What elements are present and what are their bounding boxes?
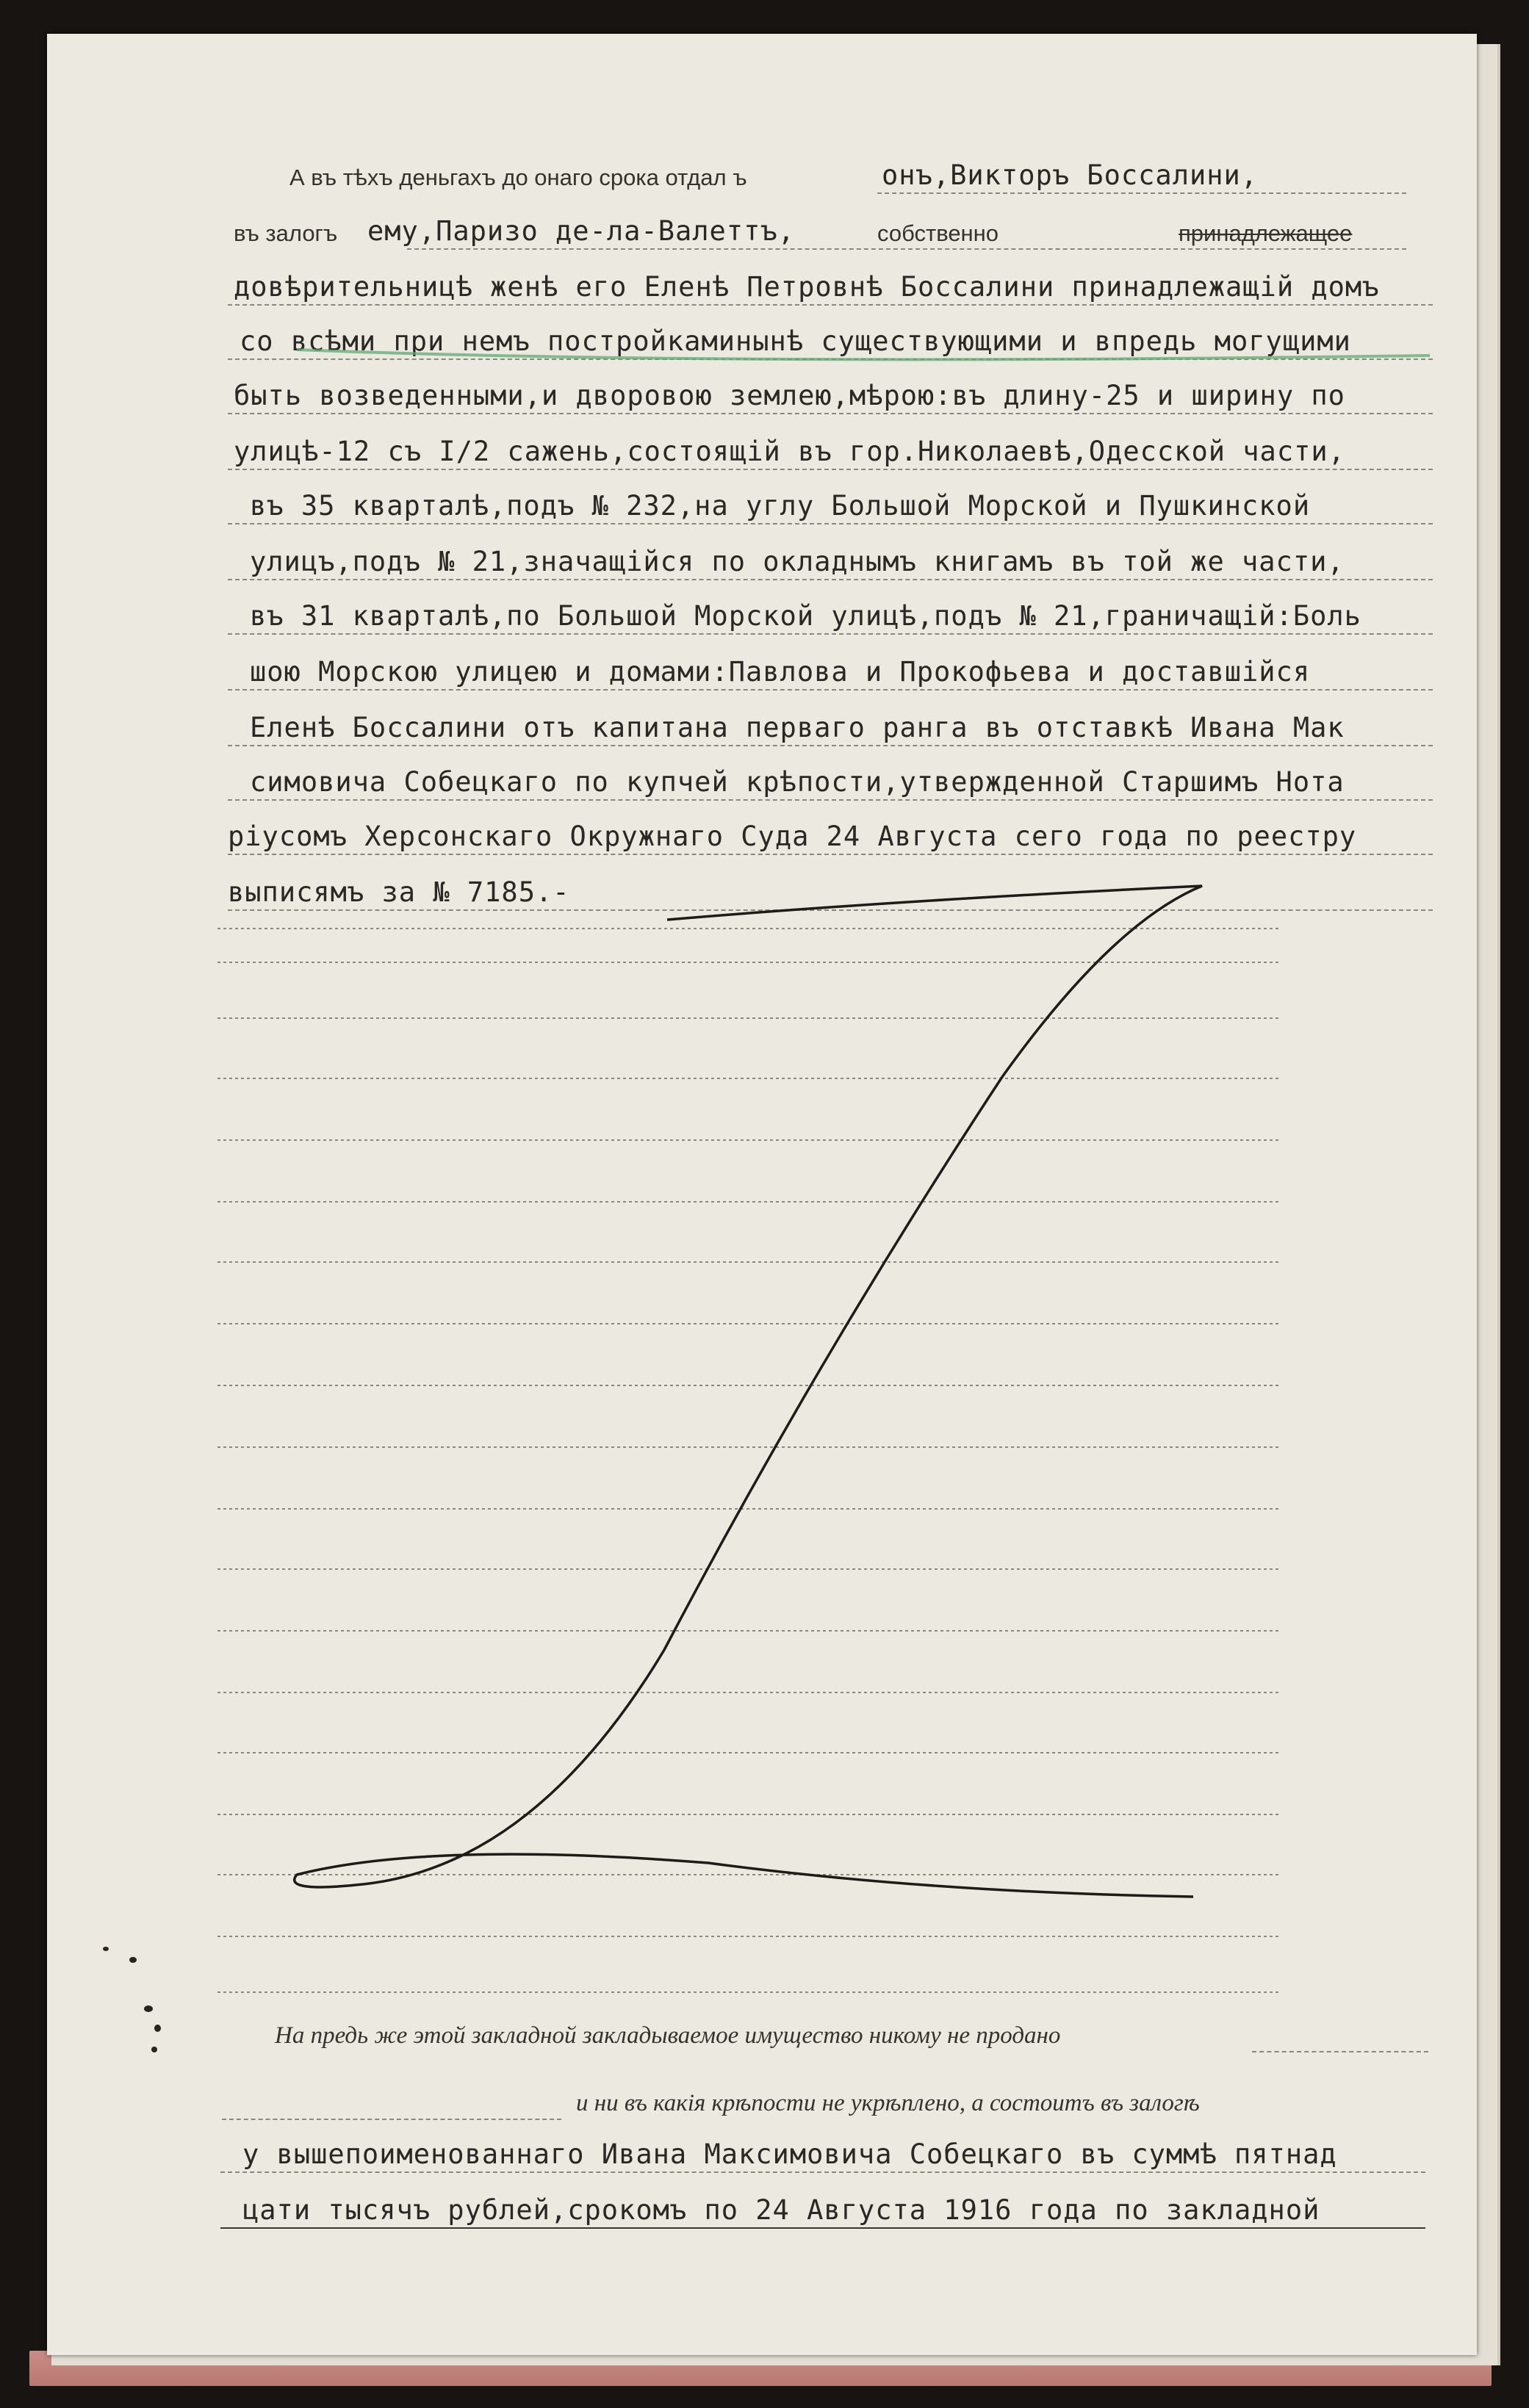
footer-typed-line-2 [47, 2176, 1477, 2230]
typed-line-11 [47, 802, 1477, 857]
footer-form-text-1: На предь же этой закладной закладываемое имущество никому не продано [275, 2022, 1061, 2049]
speck [151, 2047, 157, 2052]
typed-line-3-rule [228, 413, 1433, 414]
typed-line-12 [47, 858, 1477, 912]
line-1-form-text: А въ тѣхъ деньгахъ до онаго срока отдал ъ [289, 165, 747, 190]
typed-line-9-text: Еленѣ Боссалини отъ капитана перваго ранга въ отставкѣ Ивана Мак [250, 712, 1345, 743]
typed-line-6-text: улицъ,подъ № 21,значащійся по окладнымъ книгамъ въ той же части, [250, 546, 1345, 577]
typed-line-11-text: ріусомъ Херсонскаго Окружнаго Суда 24 Августа сего года по реестру [228, 821, 1357, 852]
line-2-typed: ему,Паризо де-ла-Валеттъ, [367, 215, 795, 247]
typed-line-8 [47, 638, 1477, 692]
line-1-typed: онъ,Викторъ Боссалини, [882, 159, 1259, 191]
typed-line-10-text: симовича Собецкаго по купчей крѣпости,утвержденной Старшимъ Нота [250, 766, 1345, 798]
line-1 [47, 141, 1477, 195]
line-2-form-text: въ залогъ [234, 220, 338, 246]
typed-line-5-rule [228, 523, 1433, 525]
typed-line-4-text: улицѣ-12 съ I/2 сажень,состоящій въ гор.Николаевѣ,Одесской части, [234, 436, 1345, 467]
footer-typed-text-1: у вышепоименованнаго Ивана Максимовича Собецкаго въ суммѣ пятнад [242, 2138, 1337, 2170]
line-2 [47, 197, 1477, 251]
typed-line-9 [47, 693, 1477, 748]
speck [144, 2005, 153, 2012]
typed-line-7 [47, 582, 1477, 636]
typed-line-7-rule [228, 633, 1433, 635]
line-2-struck-text: принадлежащее [1179, 220, 1353, 246]
typed-line-3 [47, 361, 1477, 416]
typed-line-5-text: въ 35 кварталѣ,подъ № 232,на углу Большой Морской и Пушкинской [250, 490, 1311, 522]
typed-line-10 [47, 748, 1477, 802]
footer-line-2 [47, 2067, 1477, 2122]
typed-line-4-rule [228, 469, 1433, 470]
typed-line-1-rule [228, 304, 1433, 306]
speck [129, 1957, 137, 1963]
typed-line-2 [47, 307, 1477, 361]
footer-form-text-2: и ни въ какія крѣпости не укрѣплено, а состоитъ въ залогѣ [576, 2090, 1200, 2116]
typed-line-10-rule [228, 799, 1433, 801]
typed-line-11-rule [228, 854, 1433, 855]
typed-line-8-text: шою Морскою улицею и домами:Павлова и Прокофьева и доставшійся [250, 656, 1311, 688]
typed-line-6-rule [228, 579, 1433, 580]
typed-line-3-text: быть возведенными,и дворовою землею,мѣрою:въ длину-25 и ширину по [234, 380, 1345, 411]
typed-line-7-text: въ 31 кварталѣ,по Большой Морской улицѣ,подъ № 21,граничащій:Боль [250, 600, 1361, 632]
footer-typed-line-2-rule [220, 2227, 1425, 2229]
typed-line-1-text: довѣрительницѣ женѣ его Еленѣ Петровнѣ Боссалини принадлежащій домъ [234, 271, 1380, 303]
typed-line-12-rule [228, 909, 1433, 911]
speck [154, 2025, 161, 2032]
line-1-rule [877, 192, 1406, 194]
footer-line-1-rule [1252, 2051, 1428, 2052]
document-text [47, 34, 1477, 2355]
footer-line-1 [47, 2000, 1477, 2054]
speck [103, 1947, 109, 1951]
typed-line-2-text: со всѣми при немъ постройкаминынѣ существующими и впредь могущими [240, 325, 1351, 357]
typed-line-4 [47, 417, 1477, 472]
footer-typed-line-1-rule [220, 2171, 1425, 2173]
typed-line-5 [47, 472, 1477, 526]
typed-line-1 [47, 253, 1477, 307]
document-page [47, 34, 1477, 2355]
typed-line-8-rule [228, 689, 1433, 691]
typed-line-9-rule [228, 745, 1433, 746]
typed-line-2-rule [228, 358, 1433, 360]
footer-typed-line-1 [47, 2120, 1477, 2174]
line-2-form-text-b: собственно [877, 220, 999, 246]
line-2-rule [407, 248, 1406, 250]
footer-typed-text-2: цати тысячъ рублей,срокомъ по 24 Августа 1916 года по закладной [242, 2194, 1320, 2226]
typed-line-12-text: выписямъ за № 7185.- [228, 876, 570, 908]
typed-line-6 [47, 527, 1477, 582]
